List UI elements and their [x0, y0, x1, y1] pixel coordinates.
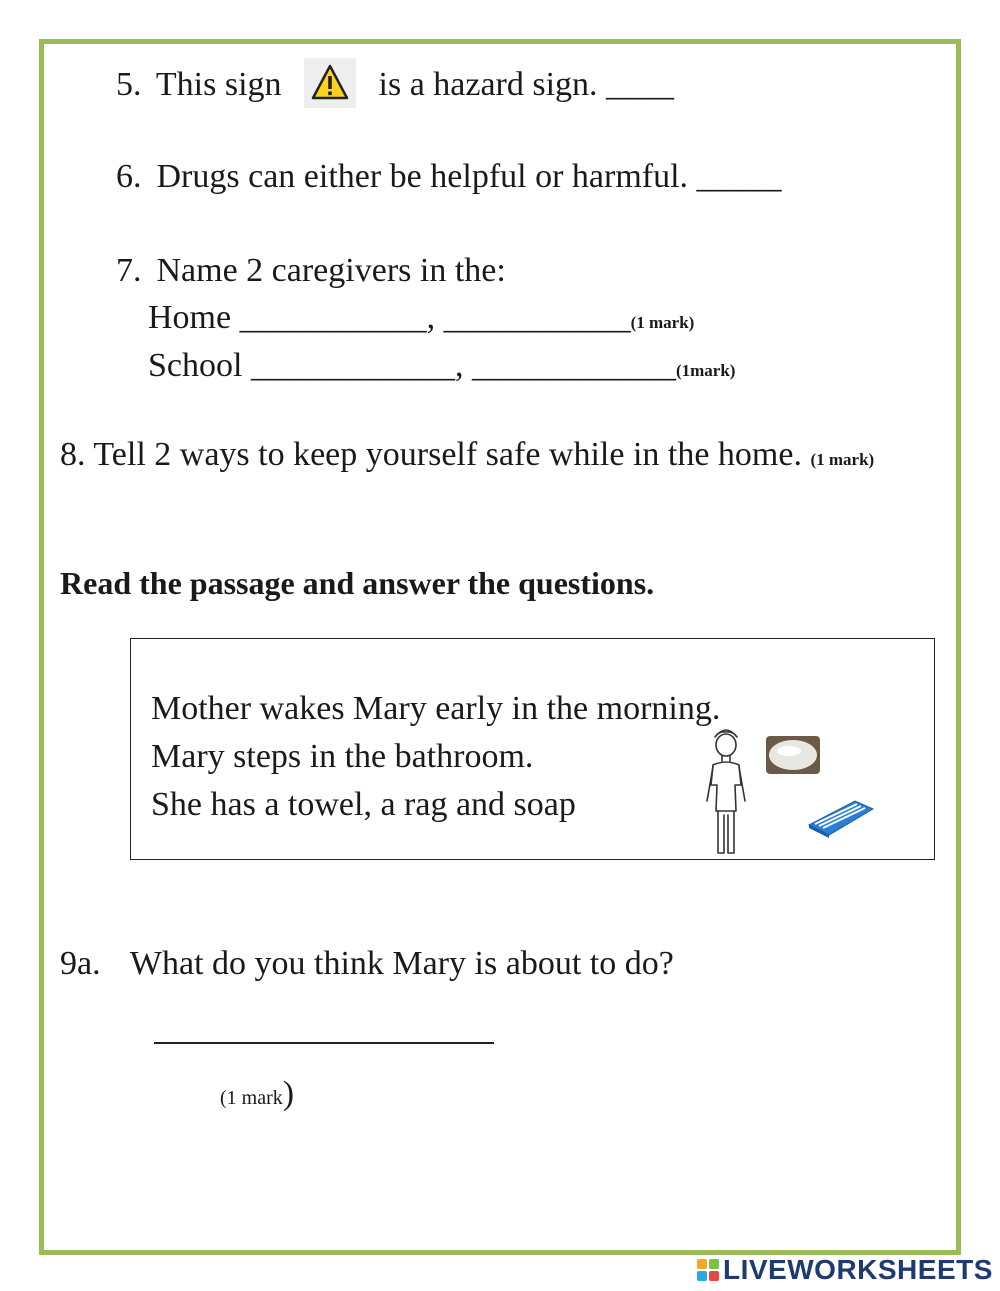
- hazard-warning-icon: [304, 58, 356, 108]
- question-5: [116, 62, 674, 112]
- mark-label-text: (1 mark: [220, 1087, 283, 1109]
- question-number: 7.: [116, 252, 142, 289]
- question-number: 9a.: [60, 945, 101, 982]
- question-number: 5.: [116, 65, 142, 103]
- answer-blank-9a[interactable]: [154, 1042, 494, 1044]
- question-6: [116, 157, 782, 197]
- school-caregivers-line[interactable]: [148, 346, 735, 391]
- soap-bar-icon: [765, 735, 821, 775]
- question-text: What do you think Mary is about to do?: [129, 945, 674, 982]
- mark-label-paren: ): [282, 1075, 295, 1112]
- towel-icon: [807, 797, 877, 839]
- question-text-after: is a hazard sign. ____: [378, 65, 675, 103]
- question-9a: [60, 944, 674, 984]
- passage-line: Mother wakes Mary early in the morning.: [151, 690, 721, 727]
- passage-line: She has a towel, a rag and soap: [151, 786, 576, 823]
- question-number: 6.: [116, 158, 142, 195]
- girl-in-towel-illustration: [691, 723, 761, 859]
- home-caregivers-blanks[interactable]: Home ___________, ___________: [148, 299, 631, 336]
- question-text: 8. Tell 2 ways to keep yourself safe while in the home.: [60, 436, 802, 473]
- mark-label: (1 mark): [810, 450, 875, 469]
- brand-name: LIVEWORKSHEETS: [723, 1254, 993, 1285]
- logo-tiles-icon: [697, 1259, 719, 1281]
- mark-label-9a: [220, 1074, 294, 1118]
- home-caregivers-line[interactable]: [148, 298, 694, 343]
- question-text: Name 2 caregivers in the:: [156, 252, 506, 289]
- question-8: [60, 435, 874, 480]
- passage-instruction: Read the passage and answer the questions.: [60, 565, 655, 601]
- question-text: Drugs can either be helpful or harmful. _____: [156, 158, 782, 195]
- mark-label: (1mark): [675, 361, 736, 380]
- question-7: [116, 251, 506, 291]
- liveworksheets-logo: [697, 1252, 993, 1288]
- passage-box: [130, 638, 935, 860]
- mark-label: (1 mark): [630, 313, 695, 332]
- question-text-before: This sign: [155, 65, 282, 103]
- school-caregivers-blanks[interactable]: School ____________, ____________: [148, 347, 676, 384]
- passage-line: Mary steps in the bathroom.: [151, 738, 534, 775]
